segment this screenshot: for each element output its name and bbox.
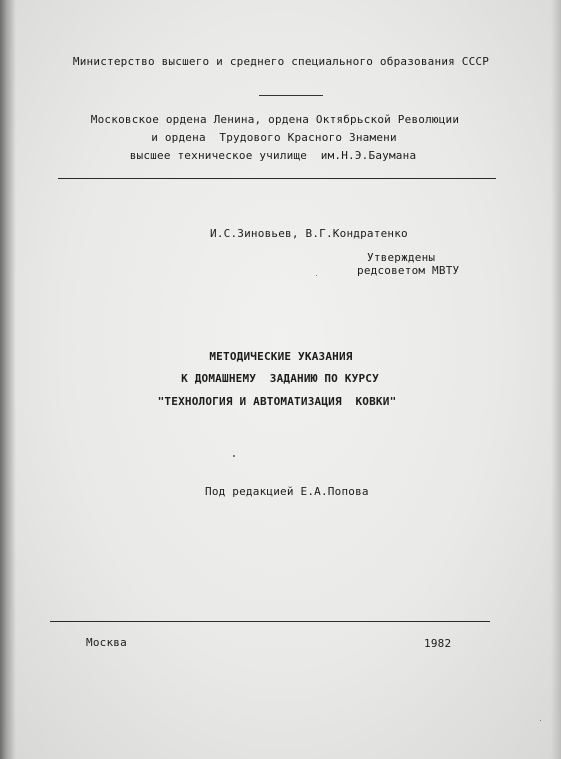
title-line-3: "ТЕХНОЛОГИЯ И АВТОМАТИЗАЦИЯ КОВКИ" [157,395,397,408]
editor-line: Под редакцией Е.А.Попова [205,485,369,498]
institution-line-1: Московское ордена Ленина, ордена Октябрьской Революции [90,113,460,126]
scan-speck [316,275,317,276]
footer-rule [50,621,490,622]
scan-speck [233,455,235,457]
scan-speck [540,720,541,721]
approval-line-2: редсоветом МВТУ [357,264,460,277]
authors-line: И.С.Зиновьев, В.Г.Кондратенко [210,227,408,240]
title-line-1: МЕТОДИЧЕСКИЕ УКАЗАНИЯ [209,350,353,363]
header-short-rule [259,95,323,96]
footer-city: Москва [86,636,127,649]
ministry-line: Министерство высшего и среднего специального образования СССР [72,55,490,68]
scan-edge-right [551,0,561,759]
scan-edge-left [0,0,16,759]
approval-line-1: Утверждены [367,251,436,264]
institution-line-2: и ордена Трудового Красного Знамени [151,131,397,144]
header-rule [58,178,496,179]
title-line-2: К ДОМАШНЕМУ ЗАДАНИЮ ПО КУРСУ [181,372,379,385]
institution-line-3: высшее техническое училище им.Н.Э.Баумана [129,149,417,162]
footer-year: 1982 [424,637,452,650]
